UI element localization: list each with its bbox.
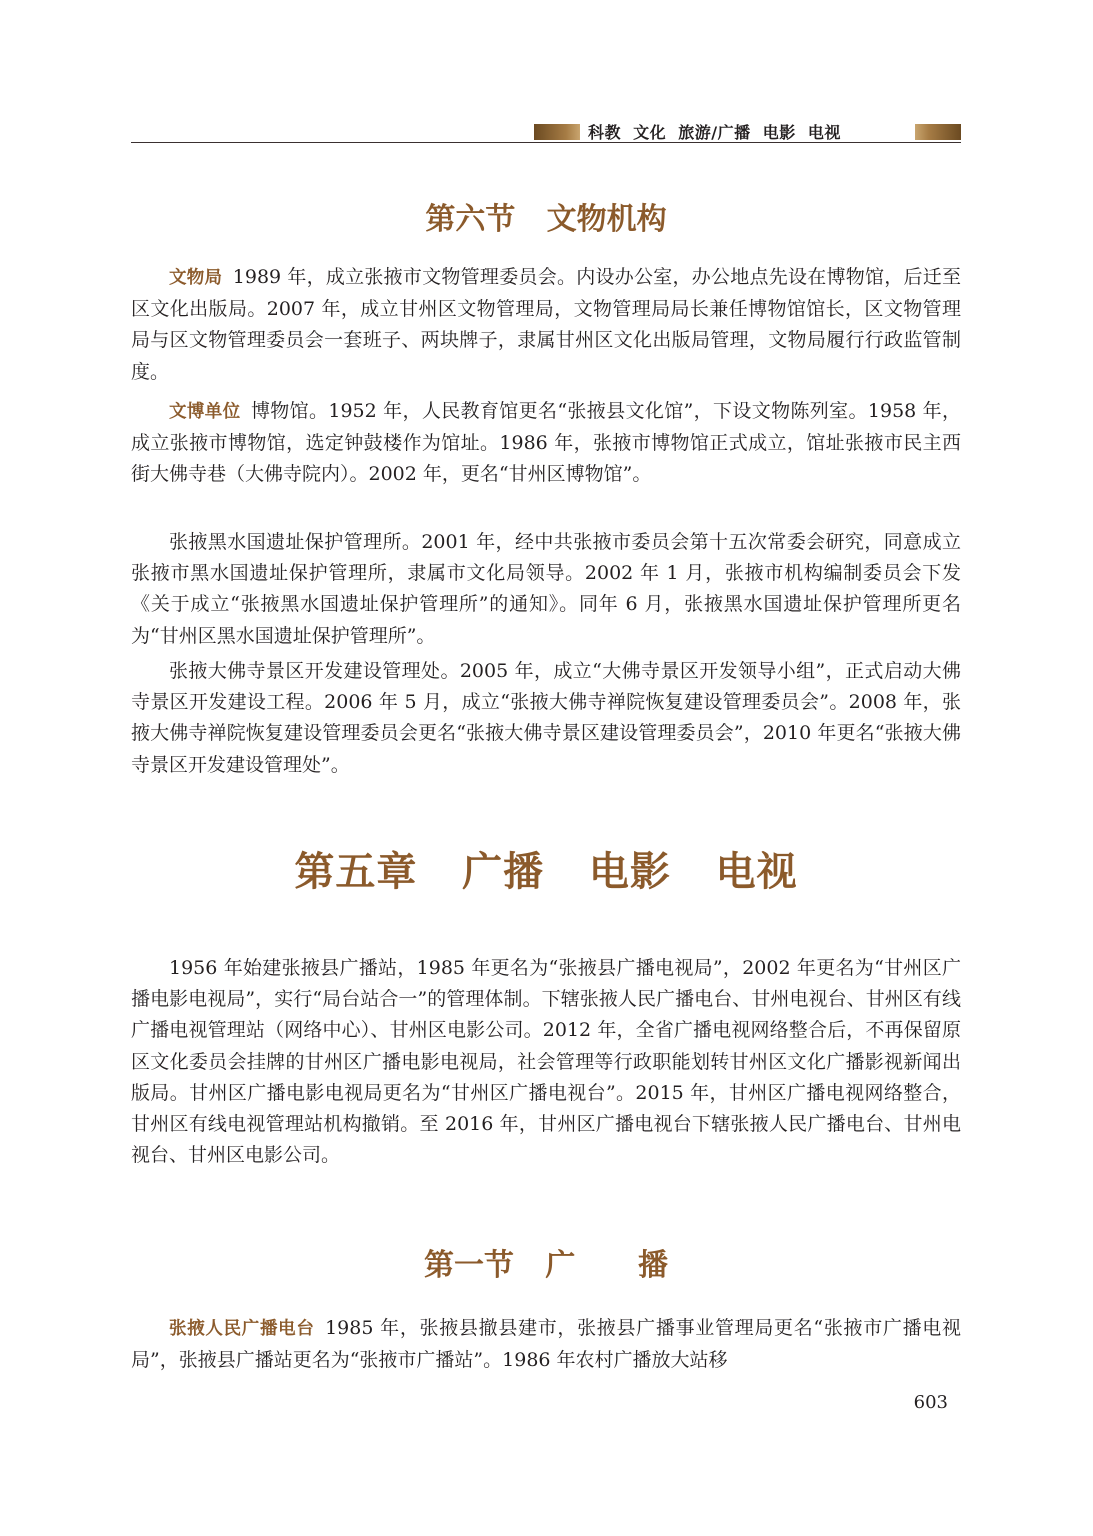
header-decor-bar-left xyxy=(534,124,580,140)
header-rule xyxy=(131,142,961,143)
paragraph-chapter-intro xyxy=(131,953,961,1171)
running-header xyxy=(131,118,961,146)
lead-term: 张掖人民广播电台 xyxy=(169,1319,315,1339)
paragraph-radio-station xyxy=(131,1313,961,1376)
section-title-1: 第一节 广 播 xyxy=(424,1248,668,1283)
paragraph-heishuiguo xyxy=(131,527,961,652)
running-title: 科教 文化 旅游/广播 电影 电视 xyxy=(588,123,841,142)
paragraph-text: 博物馆。1952 年，人民教育馆更名“张掖县文化馆”，下设文物陈列室。1958 年，成立张掖市博物馆，选定钟鼓楼作为馆址。1986 年，张掖市博物馆正式成立，馆址张掖市民主西街大佛寺巷（大佛寺院内）。2002 年，更名“甘州区博物馆”。 xyxy=(131,400,961,486)
lead-term: 文博单位 xyxy=(169,402,241,422)
lead-term: 文物局 xyxy=(169,268,223,288)
paragraph-museum-units xyxy=(131,396,961,491)
paragraph-text: 1985 年，张掖县撤县建市，张掖县广播事业管理局更名“张掖市广播电视局”，张掖县广播站更名为“张掖市广播站”。1986 年农村广播放大站移 xyxy=(131,1317,962,1372)
paragraph-dafosi xyxy=(131,656,961,781)
header-decor-bar-right xyxy=(915,124,961,140)
chapter-title-5: 第五章 广播 电影 电视 xyxy=(294,849,798,895)
section-title-6: 第六节 文物机构 xyxy=(425,202,667,237)
paragraph-text: 1956 年始建张掖县广播站，1985 年更名为“张掖县广播电视局”，2002 年更名为“甘州区广播电影电视局”，实行“局台站合一”的管理体制。下辖张掖人民广播电台、甘州电视台、甘州区有线广播电视管理站（网络中心）、甘州区电影公司。2012 年，全省广播电视网络整合后，不再保留原区文化委员会挂牌的甘州区广播电影电视局，社会管理等行政职能划转甘州区文化广播影视新闻出版局。甘州区广播电影电视局更名为“甘州区广播电视台”。2015 年，甘州区广播电视网络整合，甘州区有线电视管理站机构撤销。至 2016 年，甘州区广播电视台下辖张掖人民广播电台、甘州电视台、甘州区电影公司。 xyxy=(131,957,961,1167)
page-number: 603 xyxy=(913,1392,948,1413)
paragraph-cultural-relics-bureau xyxy=(131,262,961,388)
paragraph-text: 张掖大佛寺景区开发建设管理处。2005 年，成立“大佛寺景区开发领导小组”，正式启动大佛寺景区开发建设工程。2006 年 5 月，成立“张掖大佛寺禅院恢复建设管理委员会”。2008 年，张掖大佛寺禅院恢复建设管理委员会更名“张掖大佛寺景区建设管理委员会”，2010 年更名“张掖大佛寺景区开发建设管理处”。 xyxy=(131,660,961,776)
paragraph-text: 1989 年，成立张掖市文物管理委员会。内设办公室，办公地点先设在博物馆，后迁至区文化出版局。2007 年，成立甘州区文物管理局，文物管理局局长兼任博物馆馆长，区文物管理局与区文物管理委员会一套班子、两块牌子，隶属甘州区文化出版局管理，文物局履行行政监管制度。 xyxy=(131,266,961,383)
paragraph-text: 张掖黑水国遗址保护管理所。2001 年，经中共张掖市委员会第十五次常委会研究，同意成立张掖市黑水国遗址保护管理所，隶属市文化局领导。2002 年 1 月，张掖市机构编制委员会下发《关于成立“张掖黑水国遗址保护管理所”的通知》。同年 6 月，张掖黑水国遗址保护管理所更名为“甘州区黑水国遗址保护管理所”。 xyxy=(131,531,961,647)
